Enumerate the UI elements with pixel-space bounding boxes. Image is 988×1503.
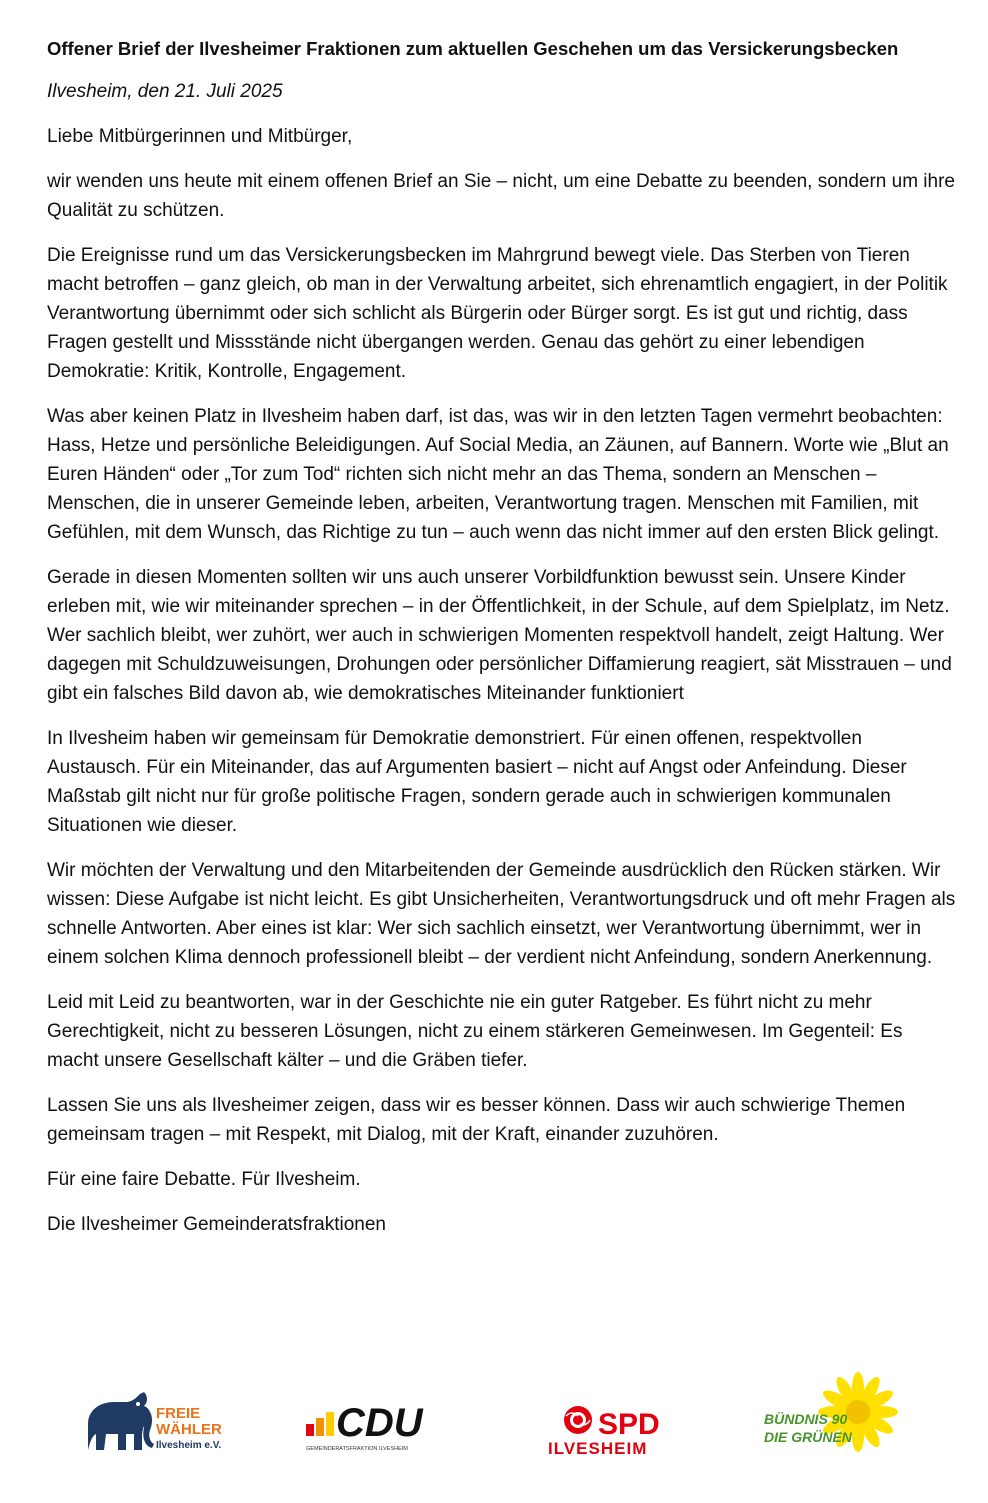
cdu-wordmark: CDU: [336, 1401, 423, 1445]
paragraph-2: Die Ereignisse rund um das Versickerungsbecken im Mahrgrund bewegt viele. Das Sterben von Tieren macht betroffen – ganz gleich, ob man in der Verwaltung arbeitet, sich ehrenamtlich engagiert, in der Politik Verantwortung übernimmt oder sich schlicht als Bürgerin oder Bürger sorgt. Es ist gut und richtig, dass Fragen gestellt und Missstände nicht übergangen werden. Genau das gehört zu einer lebendigen Demokratie: Kritik, Kontrolle, Engagement.: [47, 245, 948, 382]
rose-icon: [564, 1406, 592, 1434]
paragraph-1: wir wenden uns heute mit einem offenen Brief an Sie – nicht, um eine Debatte zu beenden, sondern um ihre Qualität zu schützen.: [47, 171, 955, 221]
party-logos: [0, 1372, 988, 1482]
salutation: Liebe Mitbürgerinnen und Mitbürger,: [47, 126, 353, 147]
spd-subline: ILVESHEIM: [548, 1439, 648, 1458]
paragraph-3: Was aber keinen Platz in Ilvesheim haben darf, ist das, was wir in den letzten Tagen vermehrt beobachten: Hass, Hetze und persönliche Beleidigungen. Auf Social Media, an Zäunen, auf Bannern. Worte wie „Blut an Euren Händen“ oder „Tor zum Tod“ richten sich nicht mehr an das Thema, sondern an Menschen – Menschen, die in unserer Gemeinde leben, arbeiten, Verantwortung tragen. Menschen mit Familien, mit Gefühlen, mit dem Wunsch, das Richtige zu tun – auch wenn das nicht immer auf den ersten Blick gelingt.: [47, 406, 949, 543]
freie-waehler-logo: [80, 1390, 230, 1456]
cdu-logo: [304, 1400, 456, 1456]
gruene-line1: BÜNDNIS 90: [764, 1411, 848, 1427]
fw-line2: WÄHLER: [156, 1421, 222, 1438]
gruene-line2: DIE GRÜNEN: [764, 1429, 852, 1445]
gruene-logo: [750, 1372, 910, 1462]
closing-line: Für eine faire Debatte. Für Ilvesheim.: [47, 1169, 361, 1190]
paragraph-4: Gerade in diesen Momenten sollten wir uns auch unserer Vorbildfunktion bewusst sein. Unsere Kinder erleben mit, wie wir miteinander sprechen – in der Öffentlichkeit, in der Schule, auf dem Spielplatz, im Netz. Wer sachlich bleibt, wer zuhört, wer auch in schwierigen Momenten respektvoll handelt, zeigt Haltung. Wer dagegen mit Schuldzuweisungen, Drohungen oder persönlicher Diffamierung reagiert, sät Misstrauen – und gibt ein falsches Bild davon ab, wie demokratisches Miteinander funktioniert: [47, 567, 952, 704]
cdu-bar-red: [306, 1424, 314, 1436]
letter-title: Offener Brief der Ilvesheimer Fraktionen zum aktuellen Geschehen um das Versickerungsbecken: [47, 38, 899, 59]
cdu-bar-yellow: [326, 1412, 334, 1436]
cdu-bar-orange: [316, 1418, 324, 1436]
paragraph-7: Leid mit Leid zu beantworten, war in der Geschichte nie ein guter Ratgeber. Es führt nicht zu mehr Gerechtigkeit, nicht zu besseren Lösungen, nicht zu einem stärkeren Gemeinwesen. Im Gegenteil: Es macht unsere Gesellschaft kälter – und die Gräben tiefer.: [47, 992, 903, 1071]
spd-wordmark: SPD: [598, 1408, 660, 1441]
letter-date: Ilvesheim, den 21. Juli 2025: [47, 81, 283, 102]
paragraph-8: Lassen Sie uns als Ilvesheimer zeigen, dass wir es besser können. Dass wir auch schwierige Themen gemeinsam tragen – mit Respekt, mit Dialog, mit der Kraft, einander zuzuhören.: [47, 1095, 906, 1145]
fw-line3: Ilvesheim e.V.: [156, 1440, 222, 1451]
paragraph-5: In Ilvesheim haben wir gemeinsam für Demokratie demonstriert. Für einen offenen, respektvollen Austausch. Für ein Miteinander, das auf Argumenten basiert – nicht auf Angst oder Anfeindung. Dieser Maßstab gilt nicht nur für große politische Fragen, sondern gerade auch in schwierigen kommunalen Situationen wie dieser.: [47, 728, 907, 836]
spd-logo: [544, 1398, 674, 1458]
signature: Die Ilvesheimer Gemeinderatsfraktionen: [47, 1214, 386, 1235]
elephant-icon: [88, 1392, 154, 1450]
cdu-subline: GEMEINDERATSFRAKTION ILVESHEIM: [306, 1446, 408, 1452]
fw-line1: FREIE: [156, 1405, 201, 1422]
paragraph-6: Wir möchten der Verwaltung und den Mitarbeitenden der Gemeinde ausdrücklich den Rücken stärken. Wir wissen: Diese Aufgabe ist nicht leicht. Es gibt Unsicherheiten, Verantwortungsdruck und oft mehr Fragen als schnelle Antworten. Aber eines ist klar: Wer sich sachlich einsetzt, wer Verantwortung übernimmt, wer in einem solchen Klima dennoch professionell bleibt – der verdient nicht Anfeindung, sondern Anerkennung.: [47, 860, 956, 968]
